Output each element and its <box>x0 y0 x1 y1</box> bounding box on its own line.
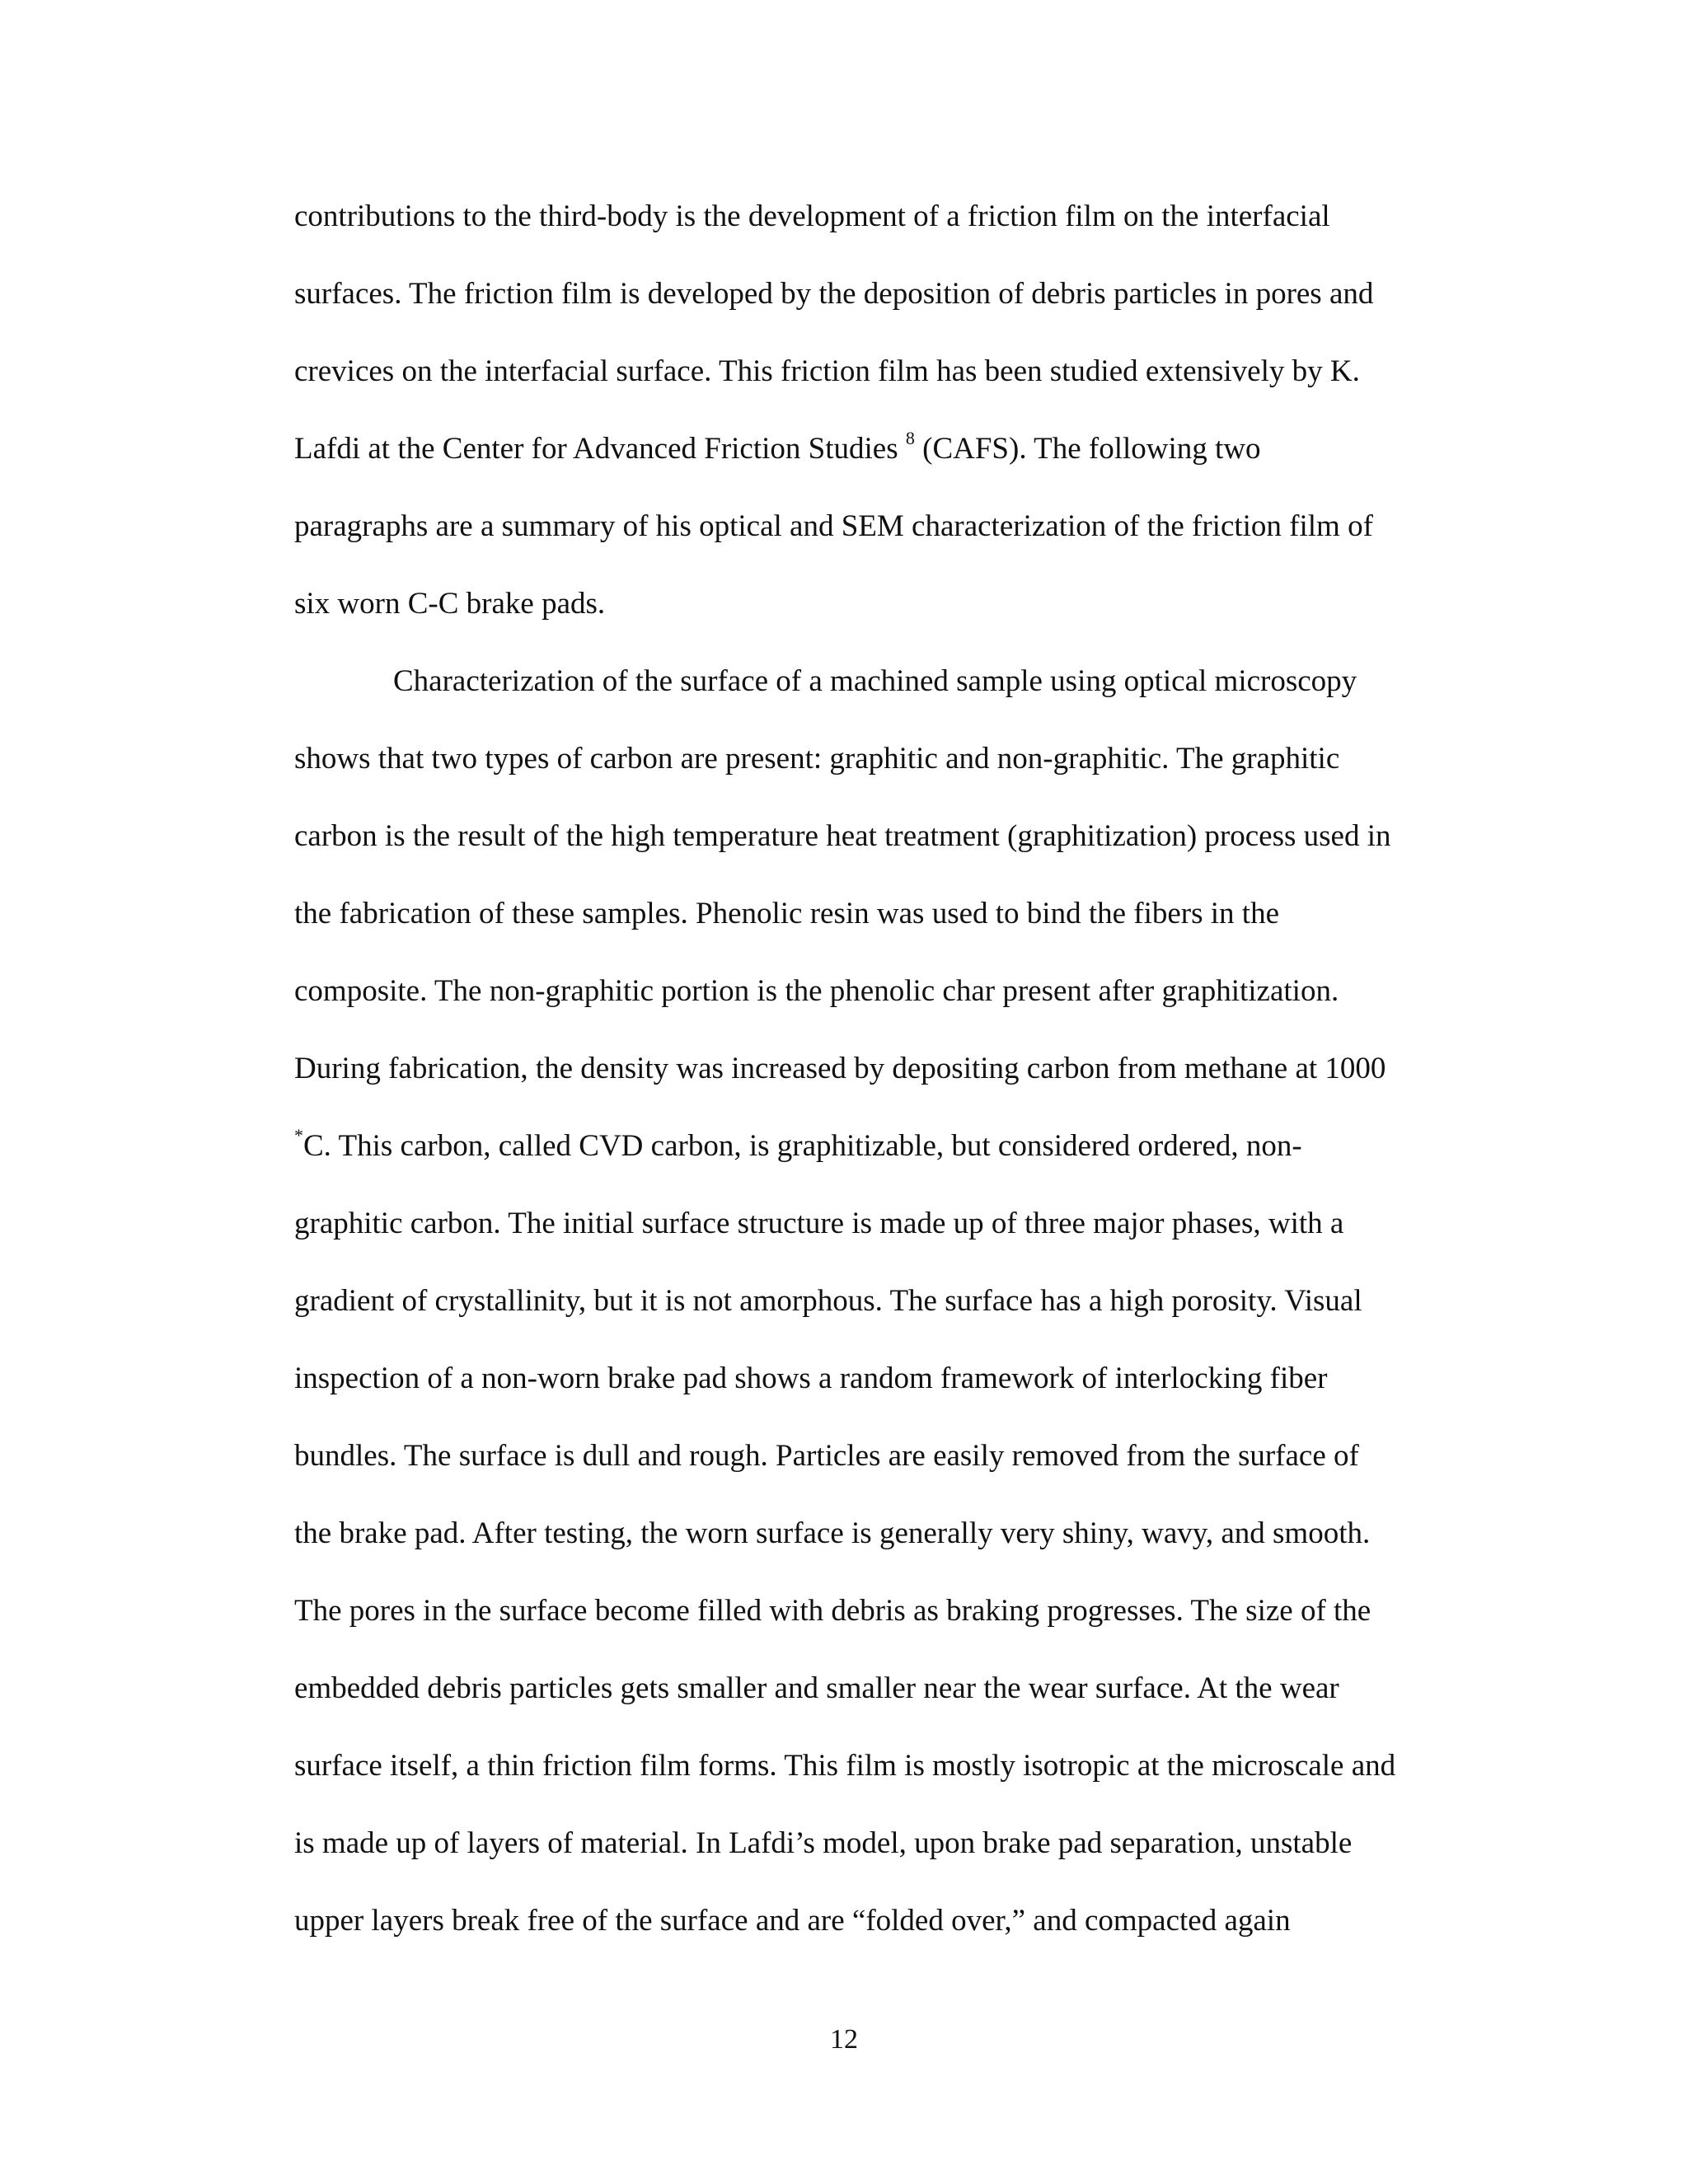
text-line: carbon is the result of the high temperature heat treatment (graphitization) process used in <box>294 819 1391 853</box>
text-segment: C. This carbon, called CVD carbon, is graphitizable, but considered ordered, non- <box>303 1129 1302 1163</box>
text-line: inspection of a non-worn brake pad shows a random framework of interlocking fiber <box>294 1361 1328 1395</box>
page-number: 12 <box>830 2024 858 2055</box>
text-line: During fabrication, the density was increased by depositing carbon from methane at 1000 <box>294 1052 1386 1085</box>
text-line: six worn C-C brake pads. <box>294 587 606 621</box>
text-line: the fabrication of these samples. Phenolic resin was used to bind the fibers in the <box>294 897 1280 930</box>
text-line: paragraphs are a summary of his optical and SEM characterization of the friction film of <box>294 509 1373 543</box>
text-line: embedded debris particles gets smaller and smaller near the wear surface. At the wear <box>294 1671 1339 1705</box>
degree-superscript: * <box>294 1124 303 1146</box>
text-line: surfaces. The friction film is developed by the deposition of debris particles in pores and <box>294 277 1374 311</box>
text-line-with-superscript <box>294 1122 1448 1199</box>
text-line: upper layers break free of the surface and are “folded over,” and compacted again <box>294 1904 1291 1938</box>
text-line: The pores in the surface become filled with debris as braking progresses. The size of the <box>294 1594 1372 1628</box>
text-line: surface itself, a thin friction film forms. This film is mostly isotropic at the microscale and <box>294 1749 1396 1783</box>
text-line: crevices on the interfacial surface. This friction film has been studied extensively by K. <box>294 354 1360 388</box>
text-line: graphitic carbon. The initial surface structure is made up of three major phases, with a <box>294 1207 1344 1240</box>
body-text <box>294 192 1448 1974</box>
citation-superscript: 8 <box>905 427 915 448</box>
paragraph-first-line: Characterization of the surface of a machined sample using optical microscopy <box>393 664 1357 698</box>
text-line: is made up of layers of material. In Lafdi’s model, upon brake pad separation, unstable <box>294 1826 1353 1860</box>
text-line: bundles. The surface is dull and rough. Particles are easily removed from the surface of <box>294 1439 1359 1473</box>
text-line-with-citation <box>294 424 1448 502</box>
text-line: gradient of crystallinity, but it is not amorphous. The surface has a high porosity. Visual <box>294 1284 1362 1318</box>
text-segment: (CAFS). The following two <box>914 432 1261 466</box>
text-line: the brake pad. After testing, the worn surface is generally very shiny, wavy, and smooth. <box>294 1516 1371 1550</box>
text-line: contributions to the third-body is the development of a friction film on the interfacial <box>294 199 1330 233</box>
text-segment: Lafdi at the Center for Advanced Friction Studies <box>294 432 906 466</box>
text-line: shows that two types of carbon are present: graphitic and non-graphitic. The graphitic <box>294 742 1340 776</box>
text-line: composite. The non-graphitic portion is the phenolic char present after graphitization. <box>294 974 1339 1008</box>
